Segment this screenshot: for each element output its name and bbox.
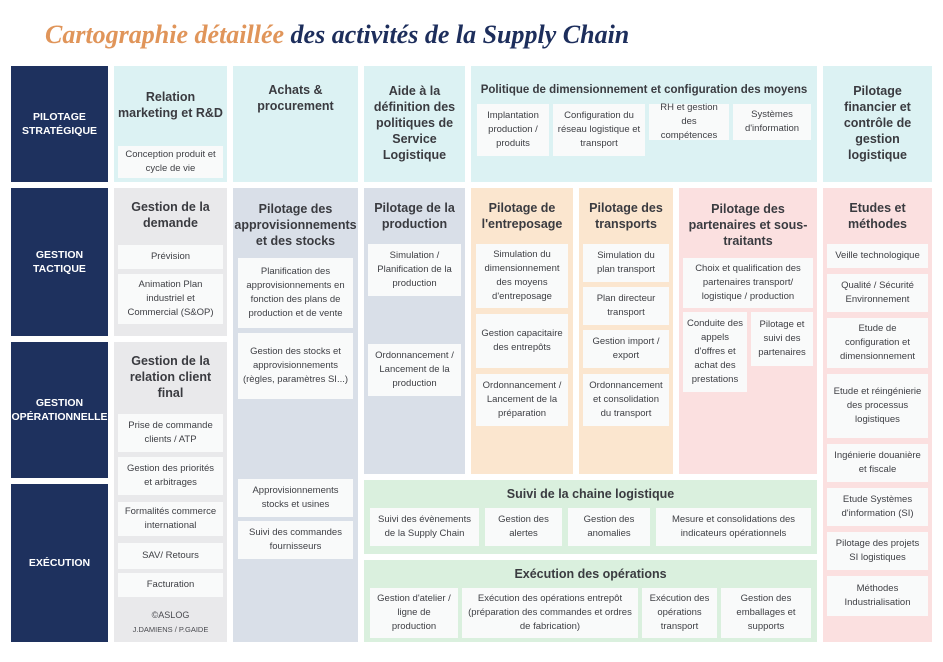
item-configuration-reseau: Configuration du réseau logistique et transport [553,104,645,156]
item-facturation: Facturation [118,573,223,597]
production-title: Pilotage de la production [374,201,455,231]
partners-title: Pilotage des partenaires et sous-traitants [688,202,808,248]
item-gestion-capacitaire: Gestion capacitaire des entrepôts [476,314,568,368]
item-methodes: Méthodes Industrialisation [827,576,928,616]
item-etude-si: Etude Systèmes d'information (SI) [827,488,928,526]
item-simulation-entreposage: Simulation du dimensionnement des moyens d'entreposage [476,244,568,308]
item-ingenierie-douaniere: Ingénierie douanière et fiscale [827,444,928,482]
item-ordonnancement-preparation: Ordonnancement / Lancement de la préparation [476,374,568,426]
item-execution-transport: Exécution des opérations transport [642,588,717,638]
item-gestion-alertes: Gestion des alertes [485,508,562,546]
level-execution: EXÉCUTION [11,484,108,642]
item-ordonnancement-production: Ordonnancement / Lancement de la production [368,344,461,396]
item-implantation: Implantation production / produits [477,104,549,156]
item-planification-appro: Planification des approvisionnements en fonction des plans de production et de vente [238,258,353,328]
pilotage-financier-title: Pilotage financier et contrôle de gestion logistique [843,84,912,162]
item-gestion-emballages: Gestion des emballages et supports [721,588,811,638]
operations-title: Exécution des opérations [514,567,667,581]
box-supply [233,188,358,642]
relation-marketing-title: Relation marketing et R&D [118,90,223,120]
page-title [45,18,925,52]
item-reingenierie: Etude et réingénierie des processus logistiques [827,374,928,438]
demand-title: Gestion de la demande [131,200,210,230]
item-pilotage-suivi-partenaires: Pilotage et suivi des partenaires [751,312,813,366]
item-conception-produit: Conception produit et cycle de vie [118,146,223,178]
item-etude-configuration: Etude de configuration et dimensionnement [827,318,928,368]
item-ordonnancement-transport: Ordonnancement et consolidation du transport [583,374,669,426]
level-tactical: GESTION TACTIQUE [11,188,108,336]
item-pilotage-projets-si: Pilotage des projets SI logistiques [827,532,928,570]
item-rh-competences: RH et gestion des compétences [649,104,729,140]
item-choix-qualification: Choix et qualification des partenaires transport/ logistique / production [683,258,813,308]
aide-definition-title: Aide à la définition des politiques de Service Logistique [373,84,456,162]
studies-title: Etudes et méthodes [847,201,908,231]
item-import-export: Gestion import / export [583,330,669,368]
item-gestion-stocks: Gestion des stocks et approvisionnements (règles, paramètres SI...) [238,333,353,399]
politique-title: Politique de dimensionnement et configuration des moyens [480,84,808,96]
item-gestion-atelier: Gestion d'atelier / ligne de production [370,588,458,638]
item-gestion-priorites: Gestion des priorités et arbitrages [118,457,223,495]
item-animation-sop: Animation Plan industriel et Commercial (S&OP) [118,274,223,324]
item-appro-stocks-usines: Approvisionnements stocks et usines [238,479,353,517]
supply-title: Pilotage des approvisionnements et des stocks [234,202,357,248]
title-accent: Cartographie détaillée [45,20,285,49]
level-strategic: PILOTAGE STRATÉGIQUE [11,66,108,182]
item-execution-entrepot: Exécution des opérations entrepôt (préparation des commandes et ordres de fabrication) [462,588,638,638]
achats-title: Achats & procurement [257,83,334,113]
item-sav-retours: SAV/ Retours [118,543,223,569]
customer-title: Gestion de la relation client final [129,354,212,400]
item-simulation-production: Simulation / Planification de la production [368,244,461,296]
aslog-logo-text: ©ASLOG [151,610,190,620]
level-operational: GESTION OPÉRATIONNELLE [11,342,108,478]
item-plan-directeur: Plan directeur transport [583,287,669,325]
item-suivi-commandes: Suivi des commandes fournisseurs [238,521,353,559]
item-suivi-evenements: Suivi des évènements de la Supply Chain [370,508,479,546]
item-formalites-commerce: Formalités commerce international [118,502,223,536]
item-systemes-information: Systèmes d'information [733,104,811,140]
item-prise-commande: Prise de commande clients / ATP [118,414,223,452]
item-veille: Veille technologique [827,244,928,268]
authors-text: J.DAMIENS / P.GAIDE [132,625,209,634]
transport-title: Pilotage des transports [589,201,663,231]
warehouse-title: Pilotage de l'entreposage [481,201,563,231]
tracking-title: Suivi de la chaine logistique [506,487,675,501]
title-main: des activités de la Supply Chain [284,20,630,49]
item-prevision: Prévision [118,245,223,269]
item-simulation-transport: Simulation du plan transport [583,244,669,282]
item-qualite-securite: Qualité / Sécurité Environnement [827,274,928,312]
item-appels-offres: Conduite des appels d'offres et achat des prestations [683,312,747,392]
item-gestion-anomalies: Gestion des anomalies [568,508,650,546]
item-mesure-indicateurs: Mesure et consolidations des indicateurs opérationnels [656,508,811,546]
